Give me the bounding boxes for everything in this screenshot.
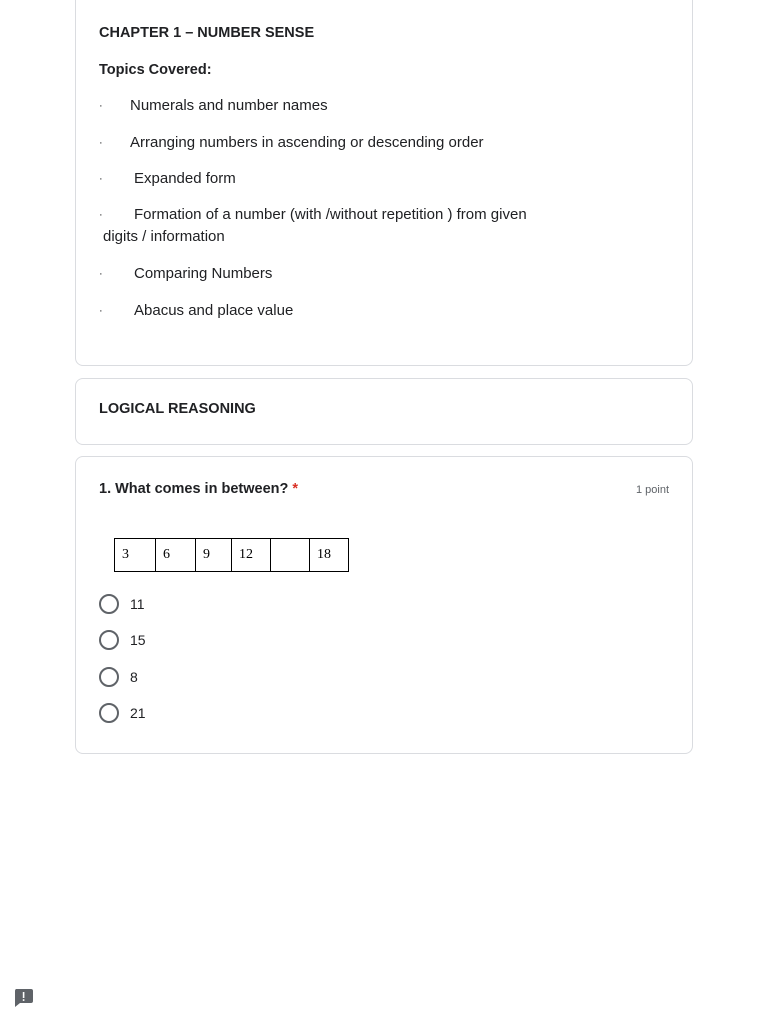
answer-option[interactable] — [99, 667, 138, 687]
section-header-card — [75, 378, 693, 445]
sequence-row — [115, 539, 349, 572]
bullet-icon: · — [99, 137, 103, 149]
answer-option[interactable] — [99, 703, 146, 723]
sequence-cell: 3 — [115, 539, 156, 572]
sequence-cell-blank — [271, 539, 310, 572]
bullet-icon: · — [99, 209, 103, 221]
option-label: 15 — [130, 632, 146, 648]
sequence-cell: 18 — [310, 539, 349, 572]
report-problem-icon[interactable] — [13, 988, 34, 1008]
topic-text-continuation: digits / information — [103, 228, 225, 245]
topics-label: Topics Covered: — [99, 62, 212, 78]
topics-card — [75, 0, 693, 366]
sequence-cell: 6 — [156, 539, 196, 572]
bullet-icon: · — [99, 305, 103, 317]
question-card — [75, 456, 693, 754]
sequence-cell: 12 — [232, 539, 271, 572]
option-label: 8 — [130, 669, 138, 685]
bullet-icon: · — [99, 268, 103, 280]
required-marker: * — [292, 481, 298, 497]
section-title: LOGICAL REASONING — [99, 401, 256, 417]
question-title — [99, 481, 298, 497]
bullet-icon: · — [99, 173, 103, 185]
topic-text: Abacus and place value — [134, 302, 294, 319]
report-problem-icon-svg — [13, 988, 34, 1008]
option-label: 11 — [130, 596, 145, 612]
radio-button[interactable] — [99, 630, 119, 650]
sequence-cell: 9 — [196, 539, 232, 572]
question-text: 1. What comes in between? — [99, 481, 289, 497]
answer-option[interactable] — [99, 594, 145, 614]
topic-text: Formation of a number (with /without repetition ) from given — [134, 206, 527, 223]
radio-button[interactable] — [99, 667, 119, 687]
question-points: 1 point — [635, 484, 669, 496]
topic-text: Comparing Numbers — [134, 265, 273, 282]
chapter-title: CHAPTER 1 – NUMBER SENSE — [99, 25, 315, 41]
bullet-icon: · — [99, 100, 103, 112]
sequence-table — [114, 538, 349, 572]
option-label: 21 — [130, 705, 146, 721]
topic-text: Expanded form — [134, 170, 236, 187]
topic-text: Arranging numbers in ascending or descending order — [130, 134, 484, 151]
radio-button[interactable] — [99, 594, 119, 614]
answer-option[interactable] — [99, 630, 146, 650]
topic-text: Numerals and number names — [130, 97, 328, 114]
radio-button[interactable] — [99, 703, 119, 723]
